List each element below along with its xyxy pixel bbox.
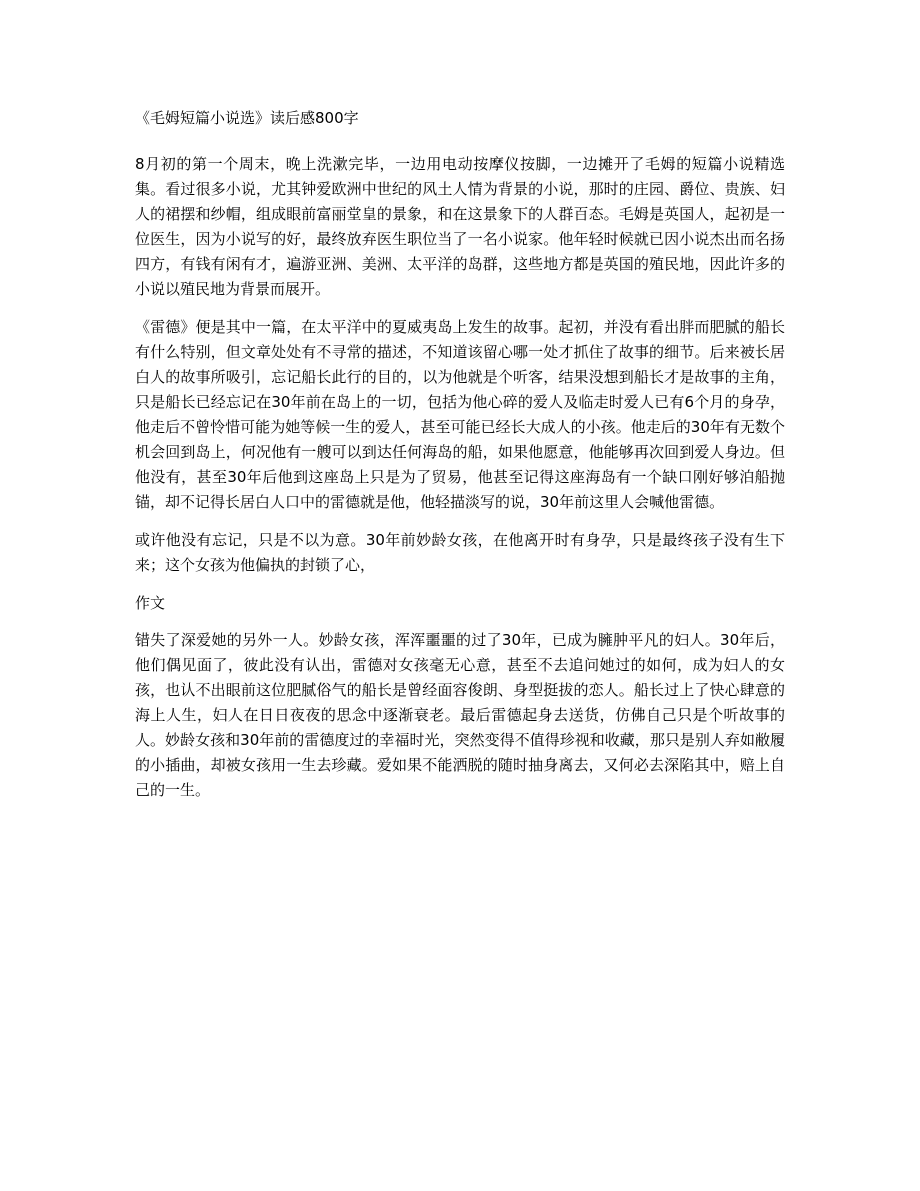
document-title: 《毛姆短篇小说选》读后感800字: [135, 109, 359, 127]
paragraph-reflection: 或许他没有忘记，只是不以为意。30年前妙龄女孩，在他离开时有身孕，只是最终孩子没有生下来；这个女孩为他偏执的封锁了心，: [135, 531, 785, 574]
paragraph-intro: 8月初的第一个周末，晚上洗漱完毕，一边用电动按摩仪按脚，一边摊开了毛姆的短篇小说精选集。看过很多小说，尤其钟爱欧洲中世纪的风土人情为背景的小说，那时的庄园、爵位、贵族、妇人的裙摆和纱帽，组成眼前富丽堂皇的景象，和在这景象下的人群百态。毛姆是英国人，起初是一位医生，因为小说写的好，最终放弃医生职位当了一名小说家。他年轻时候就已因小说杰出而名扬四方，有钱有闲有才，遍游亚洲、美洲、太平洋的岛群，这些地方都是英国的殖民地，因此许多的小说以殖民地为背景而展开。: [135, 155, 785, 298]
document-page: [135, 106, 785, 816]
paragraph-closing: 错失了深爱她的另外一人。妙龄女孩，浑浑噩噩的过了30年，已成为臃肿平凡的妇人。30年后，他们偶见面了，彼此没有认出，雷德对女孩毫无心意，甚至不去追问她过的如何，成为妇人的女孩，也认不出眼前这位肥腻俗气的船长是曾经面容俊朗、身型挺拔的恋人。船长过上了快心肆意的海上人生，妇人在日日夜夜的思念中逐渐衰老。最后雷德起身去送货，仿佛自己只是个听故事的人。妙龄女孩和30年前的雷德度过的幸福时光，突然变得不值得珍视和收藏，那只是别人弃如敝履的小插曲，却被女孩用一生去珍藏。爱如果不能洒脱的随时抽身离去，又何必去深陷其中，赔上自己的一生。: [135, 631, 785, 799]
paragraph-red-story: 《雷德》便是其中一篇，在太平洋中的夏威夷岛上发生的故事。起初，并没有看出胖而肥腻的船长有什么特别，但文章处处有不寻常的描述，不知道该留心哪一处才抓住了故事的细节。后来被长居白人的故事所吸引，忘记船长此行的目的，以为他就是个听客，结果没想到船长才是故事的主角，只是船长已经忘记在30年前在岛上的一切，包括为他心碎的爱人及临走时爱人已有6个月的身孕，他走后不曾怜惜可能为她等候一生的爱人，甚至可能已经长大成人的小孩。他走后的30年有无数个机会回到岛上，何况他有一艘可以到达任何海岛的船，如果他愿意，他能够再次回到爱人身边。但他没有，甚至30年后他到这座岛上只是为了贸易，他甚至记得这座海岛有一个缺口刚好够泊船抛锚，却不记得长居白人口中的雷德就是他，他轻描淡写的说，30年前这里人会喊他雷德。: [135, 318, 785, 511]
section-heading: 作文: [135, 594, 166, 612]
